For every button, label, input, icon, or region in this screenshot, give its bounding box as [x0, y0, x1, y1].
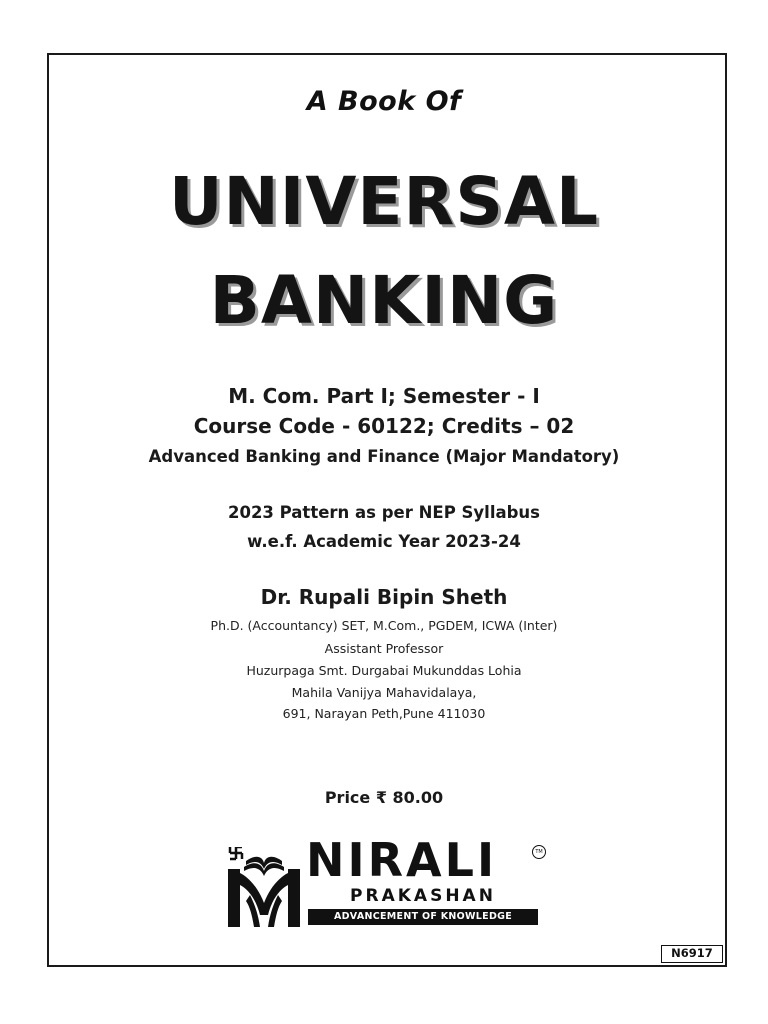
book-title-line-1: UNIVERSAL — [168, 163, 600, 240]
trademark-mark: TM — [532, 845, 546, 859]
author-designation: Assistant Professor — [324, 641, 444, 656]
book-code: N6917 — [661, 945, 723, 963]
publisher-name: NIRALI — [306, 833, 498, 887]
author-qualifications: Ph.D. (Accountancy) SET, M.Com., PGDEM, ICWA (Inter) — [210, 618, 558, 633]
author-institution-line-1: Huzurpaga Smt. Durgabai Mukunddas Lohia — [246, 663, 522, 678]
syllabus-pattern: 2023 Pattern as per NEP Syllabus — [227, 503, 540, 522]
publisher-logo — [224, 833, 554, 933]
course-semester: M. Com. Part I; Semester - I — [228, 384, 540, 408]
publisher-tagline: ADVANCEMENT OF KNOWLEDGE — [308, 909, 538, 925]
course-code: Course Code - 60122; Credits – 02 — [193, 414, 575, 438]
book-title-line-2: BANKING — [209, 262, 559, 339]
book-prefix: A Book Of — [306, 86, 462, 117]
publisher-sub-name: PRAKASHAN — [350, 886, 496, 906]
academic-year: w.e.f. Academic Year 2023-24 — [247, 532, 521, 551]
course-subject: Advanced Banking and Finance (Major Mandatory) — [148, 447, 620, 466]
book-price: Price ₹ 80.00 — [324, 788, 444, 807]
author-address: 691, Narayan Peth,Pune 411030 — [282, 706, 486, 721]
author-institution-line-2: Mahila Vanijya Mahavidalaya, — [291, 685, 477, 700]
author-name: Dr. Rupali Bipin Sheth — [260, 585, 508, 609]
publisher-emblem-icon — [224, 847, 304, 929]
